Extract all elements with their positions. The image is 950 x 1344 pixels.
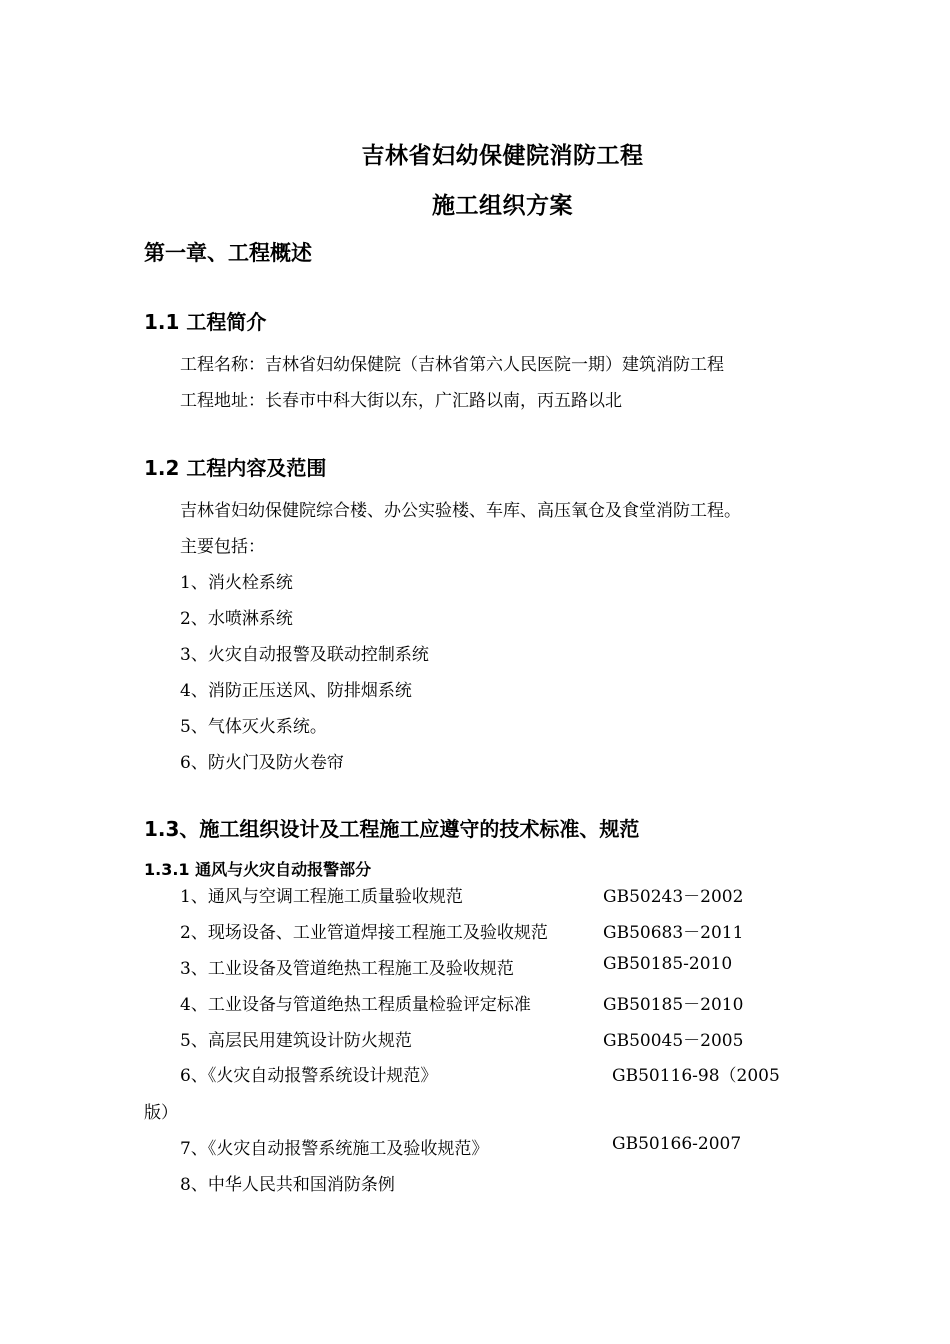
- project-name-line: 工程名称：吉林省妇幼保健院（吉林省第六人民医院一期）建筑消防工程: [180, 355, 724, 375]
- section-heading-1-2: 1.2 工程内容及范围: [144, 456, 327, 480]
- scope-includes-label: 主要包括：: [180, 537, 265, 557]
- standard-row: [180, 1134, 900, 1158]
- standard-code: GB50166-2007: [612, 1134, 742, 1154]
- standard-name: 8、中华人民共和国消防条例: [180, 1175, 395, 1195]
- section-heading-1-3: 1.3、施工组织设计及工程施工应遵守的技术标准、规范: [144, 817, 640, 841]
- standard-row: [180, 954, 900, 978]
- standard-row: [180, 1170, 900, 1194]
- standard-row: [180, 1026, 900, 1050]
- standard-row: [180, 882, 900, 906]
- standard-name: 1、通风与空调工程施工质量验收规范: [180, 887, 463, 907]
- standard-code: GB50045－2005: [603, 1031, 744, 1051]
- scope-list-item: 1、消火栓系统: [180, 573, 293, 593]
- scope-list-item: 2、水喷淋系统: [180, 609, 293, 629]
- standard-row: [180, 1061, 900, 1085]
- standard-code: GB50185－2010: [603, 995, 744, 1015]
- standard-name: 4、工业设备与管道绝热工程质量检验评定标准: [180, 995, 531, 1015]
- standard-name: 3、工业设备及管道绝热工程施工及验收规范: [180, 959, 514, 979]
- scope-list-item: 4、消防正压送风、防排烟系统: [180, 681, 412, 701]
- standard-code-continuation: 版）: [144, 1103, 178, 1123]
- standard-code: GB50683－2011: [603, 923, 744, 943]
- standard-name: 5、高层民用建筑设计防火规范: [180, 1031, 412, 1051]
- section-heading-1-1: 1.1 工程简介: [144, 310, 267, 334]
- document-title: 吉林省妇幼保健院消防工程: [361, 143, 644, 169]
- standard-code: GB50185-2010: [603, 954, 733, 974]
- scope-list-item: 3、火灾自动报警及联动控制系统: [180, 645, 429, 665]
- standard-code: GB50116-98（2005: [612, 1066, 780, 1086]
- project-address-line: 工程地址：长春市中科大街以东，广汇路以南，丙五路以北: [180, 391, 622, 411]
- standard-name: 6、《火灾自动报警系统设计规范》: [180, 1066, 438, 1086]
- subsection-heading-1-3-1: 1.3.1 通风与火灾自动报警部分: [144, 860, 372, 879]
- standard-row: [180, 918, 900, 942]
- standard-name: 2、现场设备、工业管道焊接工程施工及验收规范: [180, 923, 548, 943]
- scope-list-item: 5、气体灭火系统。: [180, 717, 327, 737]
- scope-intro: 吉林省妇幼保健院综合楼、办公实验楼、车库、高压氧仓及食堂消防工程。: [180, 501, 741, 521]
- standard-row: [180, 990, 900, 1014]
- document-subtitle: 施工组织方案: [432, 193, 573, 219]
- chapter-heading: 第一章、工程概述: [144, 241, 312, 265]
- standard-code: GB50243－2002: [603, 887, 744, 907]
- standard-name: 7、《火灾自动报警系统施工及验收规范》: [180, 1139, 489, 1159]
- scope-list-item: 6、防火门及防火卷帘: [180, 753, 344, 773]
